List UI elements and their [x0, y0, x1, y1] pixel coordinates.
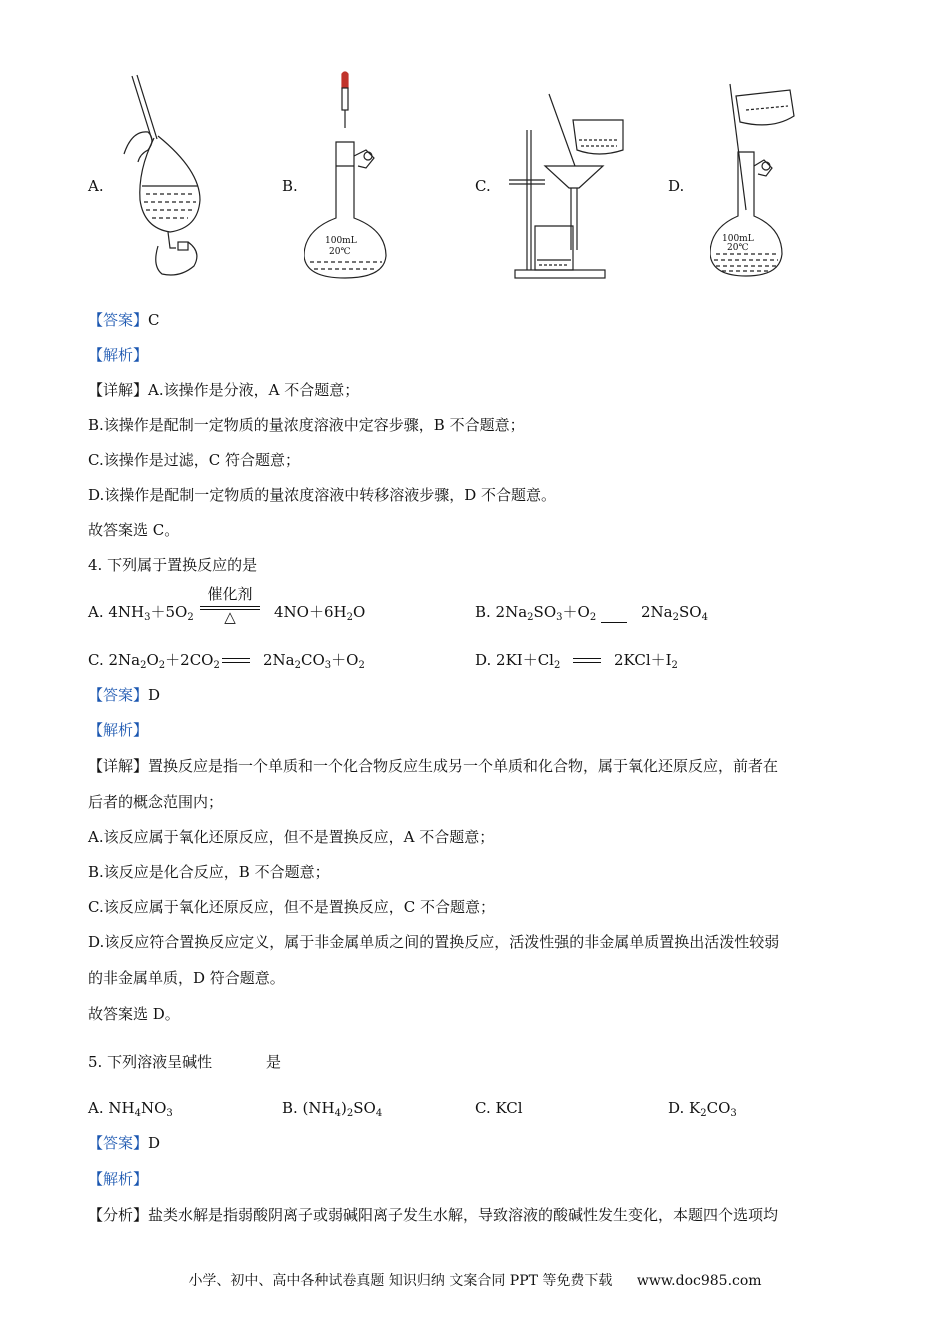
q4-analysis-label: 【解析】 [88, 721, 149, 739]
q5-option-c: C. KCl [475, 1099, 523, 1117]
option-c-letter: C. [475, 177, 491, 195]
q4-conclusion: 故答案选 D。 [88, 1005, 180, 1023]
q4-detail-b: B.该反应是化合反应，B 不合题意； [88, 863, 330, 881]
q4-option-c-left: C. $2Na_2O_2+2CO_2$ [88, 651, 220, 671]
q5-answer-line [88, 1133, 160, 1153]
q4-option-a-left: A. $4NH_3+5O_2$ [88, 603, 194, 623]
q4-option-b-left: B. $2Na_2SO_3+O_2$ [475, 603, 597, 623]
q5-analysis-text: 盐类水解是指弱酸阴离子或弱碱阳离子发生水解，导致溶液的酸碱性发生变化，本题四个选项均 [148, 1206, 779, 1224]
q4-answer: D [148, 686, 161, 704]
footer-text: 小学、初中、高中各种试卷真题 知识归纳 文案合同 PPT 等免费下载 [188, 1273, 613, 1289]
q4-option-d-left: D. $2KI+Cl_2$ [475, 651, 561, 671]
q4-condition-heat: △ [224, 608, 236, 626]
q4-option-a-right: $4NO+6H_2O$ [274, 603, 366, 623]
q4-option-c-right: $2Na_2CO_3+O_2$ [263, 651, 365, 671]
q4-detail-a: A.该反应属于氧化还原反应，但不是置换反应，A 不合题意； [88, 828, 495, 846]
flask-d-temp: 20℃ [727, 243, 749, 253]
q3-detail-c: C.该操作是过滤，C 符合题意； [88, 451, 300, 469]
q4-option-d-right: $2KCl+I_2$ [614, 651, 678, 671]
q4-detail-intro-1: 置换反应是指一个单质和一个化合物反应生成另一个单质和化合物，属于氧化还原反应，前者在 [148, 757, 779, 775]
q4-stem: 4. 下列属于置换反应的是 [88, 556, 258, 574]
option-d-letter: D. [668, 177, 685, 195]
q4-detail-c: C.该反应属于氧化还原反应，但不是置换反应，C 不合题意； [88, 898, 495, 916]
q4-detail-label: 【详解】 [88, 757, 149, 775]
volumetric-flask-transfer-figure [710, 70, 810, 282]
flask-b-volume: 100mL [325, 236, 357, 246]
q4-option-d-bar-top [573, 658, 601, 659]
q3-detail-a-line [88, 380, 359, 400]
q5-stem-b: 是 [266, 1053, 282, 1071]
page-footer [0, 1270, 950, 1290]
flask-b-temp: 20℃ [329, 247, 351, 257]
q4-detail-intro-line [88, 756, 778, 776]
q4-option-d-bar-bottom [573, 662, 601, 663]
q4-option-b-right: $2Na_2SO_4$ [641, 603, 708, 623]
q4-option-c-bar-top [222, 658, 250, 659]
q3-answer-line [88, 310, 160, 330]
filtration-setup-figure [505, 70, 635, 282]
q3-conclusion: 故答案选 C。 [88, 521, 180, 539]
q5-analysis-label: 【解析】 [88, 1170, 149, 1188]
option-a-letter: A. [88, 177, 104, 195]
q4-detail-d-1: D.该反应符合置换反应定义，属于非金属单质之间的置换反应，活泼性强的非金属单质置换出活泼性较弱 [88, 933, 780, 951]
q3-detail-label: 【详解】 [88, 381, 149, 399]
flask-d-volume: 100mL [722, 234, 754, 244]
q3-detail-d: D.该操作是配制一定物质的量浓度溶液中转移溶液步骤，D 不合题意。 [88, 486, 557, 504]
q4-detail-intro-2: 后者的概念范围内； [88, 793, 224, 811]
q3-detail-a: A.该操作是分液，A 不合题意； [148, 381, 360, 399]
q3-detail-b: B.该操作是配制一定物质的量浓度溶液中定容步骤，B 不合题意； [88, 416, 525, 434]
q5-option-a: A. $NH_4NO_3$ [88, 1099, 173, 1119]
q3-answer: C [148, 311, 160, 329]
q5-option-b: B. $(NH_4)_2SO_4$ [282, 1099, 383, 1119]
q3-analysis-label: 【解析】 [88, 346, 149, 364]
q5-answer: D [148, 1134, 161, 1152]
footer-url[interactable]: www.doc985.com [636, 1273, 762, 1289]
q4-answer-line [88, 685, 160, 705]
q5-option-d: D. $K_2CO_3$ [668, 1099, 737, 1119]
q4-answer-label: 【答案】 [88, 686, 149, 704]
q5-analysis-line [88, 1205, 778, 1225]
q4-condition-catalyst: 催化剂 [207, 585, 253, 603]
option-b-letter: B. [282, 177, 298, 195]
q5-answer-label: 【答案】 [88, 1134, 149, 1152]
separatory-funnel-figure [118, 70, 208, 282]
q4-detail-d-2: 的非金属单质，D 符合题意。 [88, 969, 285, 987]
q5-analysis2-label: 【分析】 [88, 1206, 149, 1224]
q4-option-c-bar-bottom [222, 662, 250, 663]
q5-stem-a: 5. 下列溶液呈碱性 [88, 1053, 213, 1071]
q3-answer-label: 【答案】 [88, 311, 149, 329]
q4-option-b-bar [601, 622, 627, 623]
q4-option-a-reaction-bar [200, 606, 260, 607]
